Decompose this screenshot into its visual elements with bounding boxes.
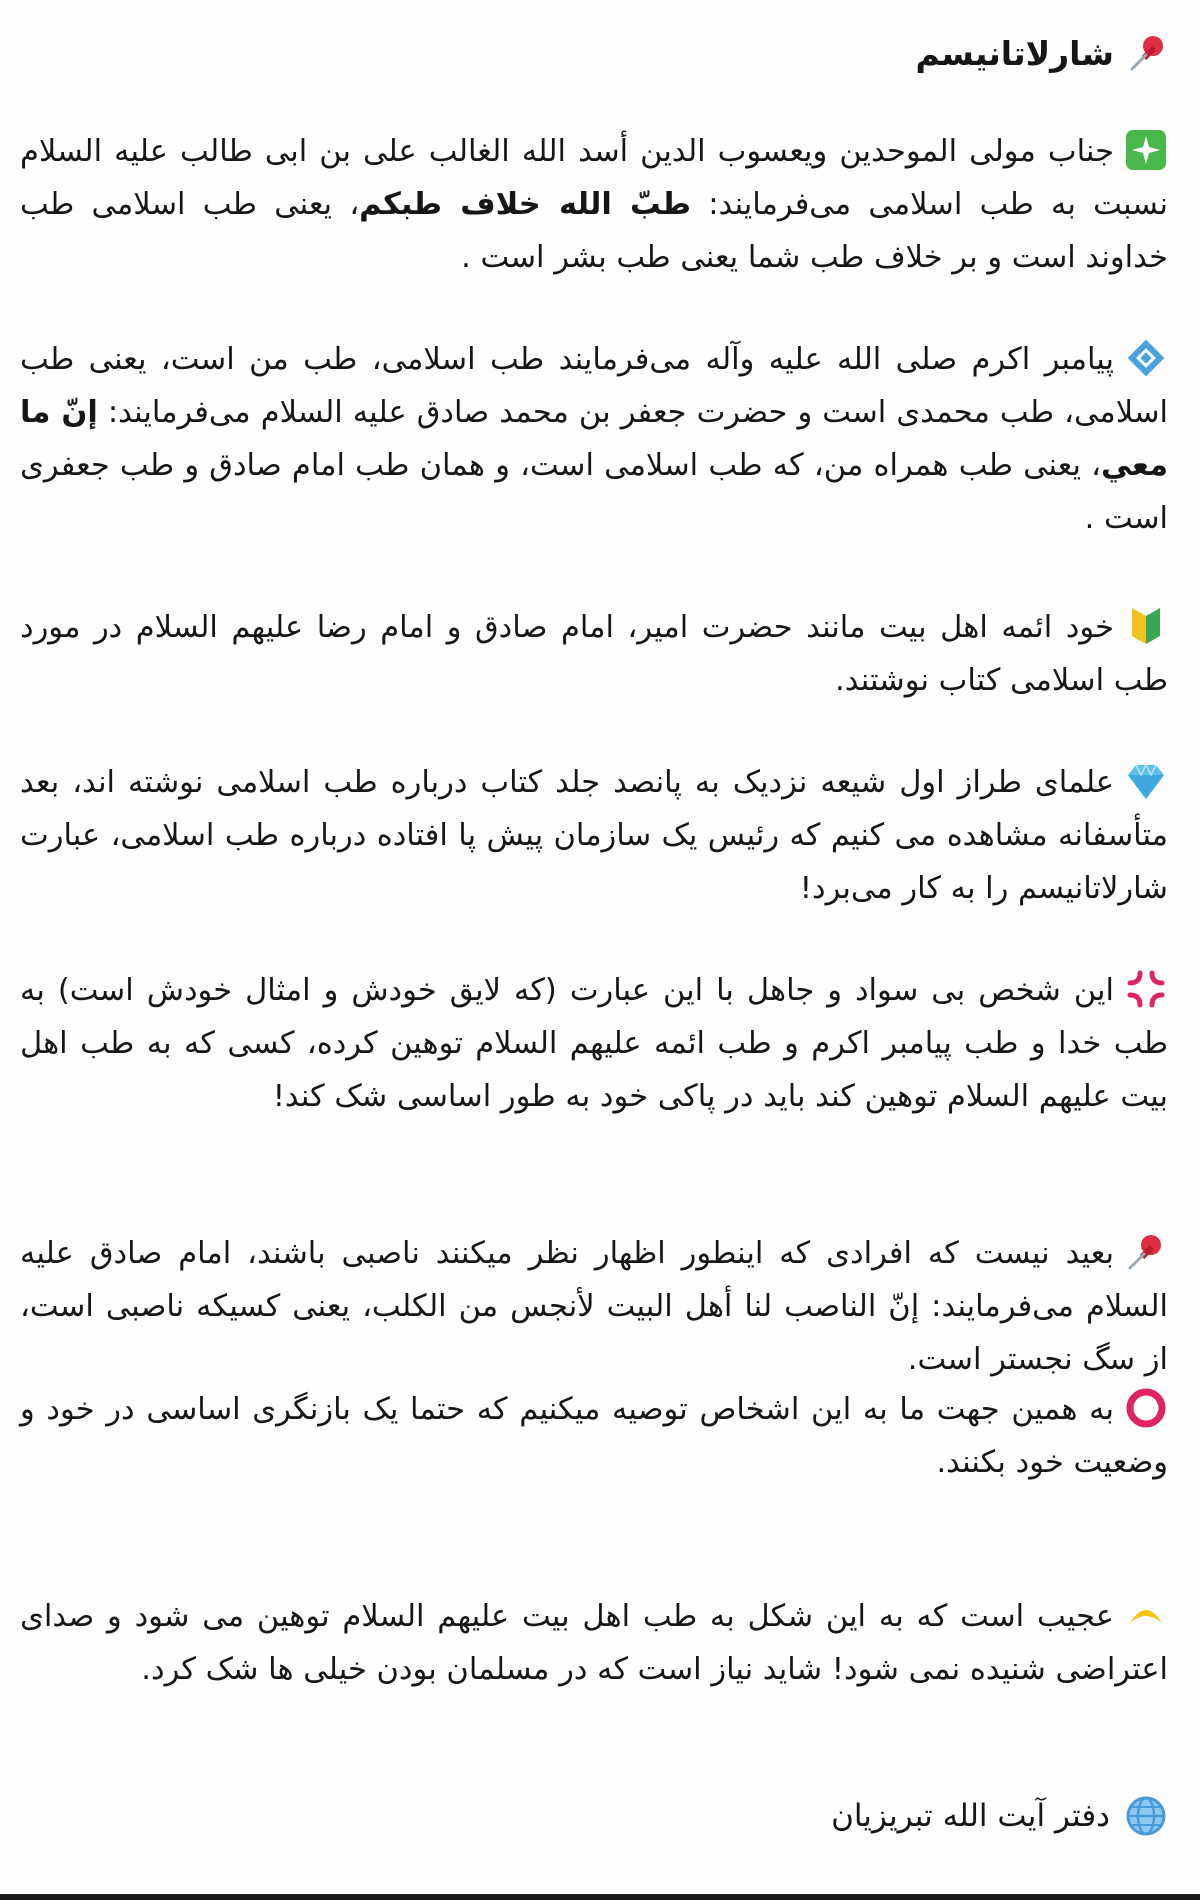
paragraph-4-text: علمای طراز اول شیعه نزدیک به پانصد جلد کتاب درباره طب اسلامی نوشته اند، بعد متأسفانه مشاهده می کنیم که رئیس یک سازمان پیش پا افتاده درباره طب اسلامی، عبارت شارلاتانیسم را به کار می‌برد! <box>20 765 1168 906</box>
paragraph-1-quote: طبّ الله خلاف طبکم <box>359 187 692 222</box>
paragraph-6-text: بعید نیست که افرادی که اینطور اظهار نظر میکنند ناصبی باشند، امام صادق علیه السلام می‌فرمایند: إنّ الناصب لنا أهل البیت لأنجس من الکلب، یعنی کسیکه ناصبی است، از سگ نجستر است. <box>20 1236 1168 1377</box>
crescent-moon-icon <box>1124 1593 1168 1637</box>
red-circle-icon <box>1124 1386 1168 1430</box>
paragraph-1-text-c: ، یعنی طب اسلامی طب خداوند است و بر خلاف طب شما یعنی طب بشر است . <box>20 187 1168 275</box>
paragraph-5 <box>20 964 1168 1123</box>
sparkle-icon <box>1124 128 1168 172</box>
paragraph-5-text: این شخص بی سواد و جاهل با این عبارت (که لایق خودش و امثال خودش است) به طب خدا و طب پیامبر اکرم و طب ائمه علیهم السلام توهین کرده، کسی که به طب اهل بیت علیهم السلام توهین کند باید در پاکی خود به طور اساسی شک کند! <box>20 973 1168 1114</box>
paragraph-2-quote: إنّ ما معي <box>20 395 1168 483</box>
paragraph-1-text-a: جناب مولی الموحدین ویعسوب الدین أسد الله الغالب علی بن ابی طالب علیه السلام نسبت به طب اسلامی می‌فرمایند: <box>20 134 1169 222</box>
paragraph-8-text: عجیب است که به این شکل به طب اهل بیت علیهم السلام توهین می شود و صدای اعتراضی شنیده نمی شود! شاید نیاز است که در مسلمان بودن خیلی ها شک کرد. <box>20 1599 1168 1687</box>
paragraph-7 <box>20 1383 1168 1489</box>
post-title: شارلاتانیسم <box>915 33 1114 73</box>
beginner-leaf-icon <box>1124 604 1168 648</box>
paragraph-2-text-a: پیامبر اکرم صلی الله علیه وآله می‌فرمایند طب اسلامی، طب من است، یعنی طب اسلامی، طب محمدی است و حضرت جعفر بن محمد صادق علیه السلام می‌فرمایند: <box>20 342 1168 430</box>
paragraph-3-text: خود ائمه اهل بیت مانند حضرت امیر، امام صادق و امام رضا علیهم السلام در مورد طب اسلامی کتاب نوشتند. <box>20 610 1168 698</box>
paragraph-7-text: به همین جهت ما به این اشخاص توصیه میکنیم که حتما یک بازنگری اساسی در خود و وضعیت خود بکنند. <box>20 1392 1168 1480</box>
paragraph-2 <box>20 333 1168 545</box>
pushpin-icon <box>1126 31 1170 75</box>
signature-text: دفتر آیت الله تبریزیان <box>831 1798 1110 1834</box>
gem-icon <box>1124 759 1168 803</box>
paragraph-2-text-c: ، یعنی طب همراه من، که طب اسلامی است، و همان طب امام صادق و طب جعفری است . <box>20 448 1168 536</box>
paragraph-6 <box>20 1227 1168 1386</box>
paragraph-8 <box>20 1590 1168 1696</box>
paragraph-1 <box>20 125 1168 284</box>
paragraph-4 <box>20 756 1168 915</box>
post-signature <box>831 1794 1168 1838</box>
diamond-shape-icon <box>1124 336 1168 380</box>
globe-icon <box>1124 1794 1168 1838</box>
bottom-divider <box>0 1894 1200 1900</box>
pushpin-icon <box>1124 1230 1168 1274</box>
post-header <box>18 18 1178 88</box>
paragraph-3 <box>20 601 1168 707</box>
anger-symbol-icon <box>1124 967 1168 1011</box>
